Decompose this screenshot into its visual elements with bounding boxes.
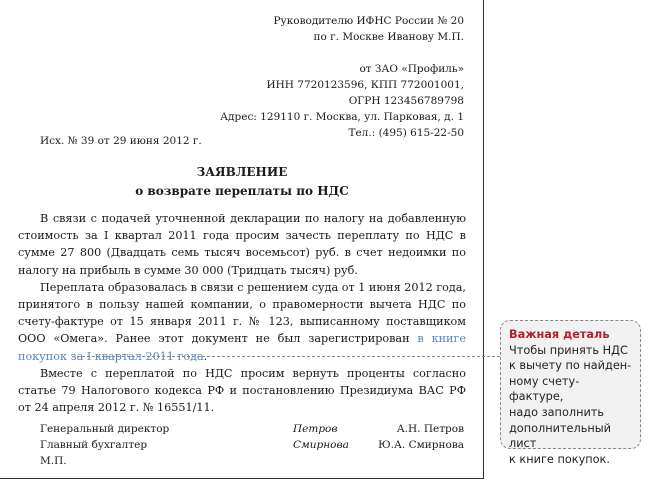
- position-director: Генеральный директор: [40, 423, 170, 435]
- signature-director: Петров: [293, 423, 338, 435]
- sender-address: Адрес: 129110 г. Москва, ул. Парковая, д. 1: [220, 111, 464, 123]
- outgoing-number: Исх. № 39 от 29 июня 2012 г.: [40, 135, 202, 147]
- recipient-line-1: Руководителю ИФНС России № 20: [273, 15, 464, 27]
- callout-connector: [72, 356, 500, 357]
- note-line-5: дополнительный лист: [509, 421, 612, 451]
- paragraph-2: [18, 279, 466, 365]
- paragraph-2-end: .: [203, 349, 208, 363]
- seal-mark: М.П.: [40, 455, 67, 467]
- note-line-6: к книге покупок.: [509, 452, 610, 466]
- sender-line-1: от ЗАО «Профиль»: [359, 63, 464, 75]
- document-body: [18, 210, 466, 416]
- highlighted-reference: в книге покупок за I квартал 2011 года: [18, 332, 466, 363]
- name-director: А.Н. Петров: [396, 423, 464, 435]
- sender-line-3: ОГРН 123456789798: [348, 95, 464, 107]
- paragraph-1: В связи с подачей уточненной декларации по налогу на добавленную стоимость за I квартал 2011 года просим зачесть переплату по НДС в сумме 27 800 (Двадцать семь тысяч восемьсот) руб. в счет недоимки по налогу на прибыль в сумме 30 000 (Тридцать тысяч) руб.: [18, 212, 466, 277]
- position-accountant: Главный бухгалтер: [40, 439, 148, 451]
- name-accountant: Ю.А. Смирнова: [378, 439, 464, 451]
- paragraph-3: Вместе с переплатой по НДС просим вернуть проценты согласно статье 79 Налогового кодекса РФ и постановлению Президиума ВАС РФ от 24 апреля 2012 г. № 16551/11.: [18, 366, 466, 415]
- note-line-4: надо заполнить: [509, 405, 605, 419]
- paragraph-2-text: Переплата образовалась в связи с решением суда от 1 июня 2012 года, принятого в пользу нашей компании, о правомерности вычета НДС по счету-фактуре от 15 января 2011 г. № 123, выписанному поставщиком ООО «Омега». Ранее этот документ не был зарегистрирован: [18, 280, 466, 346]
- document-title: ЗАЯВЛЕНИЕ: [196, 165, 288, 179]
- note-line-2: к вычету по найден-: [509, 359, 632, 373]
- note-title: Важная деталь: [509, 328, 610, 341]
- document-subtitle: о возврате переплаты по НДС: [135, 184, 349, 198]
- note-line-3: ному счету-фактуре,: [509, 374, 580, 404]
- note-line-1: Чтобы принять НДС: [509, 343, 628, 357]
- sender-phone: Тел.: (495) 615-22-50: [348, 127, 464, 139]
- important-detail-note: [500, 320, 641, 466]
- signature-accountant: Смирнова: [293, 439, 349, 451]
- recipient-line-2: по г. Москве Иванову М.П.: [313, 31, 464, 43]
- sender-line-2: ИНН 7720123596, КПП 772001001,: [266, 79, 464, 91]
